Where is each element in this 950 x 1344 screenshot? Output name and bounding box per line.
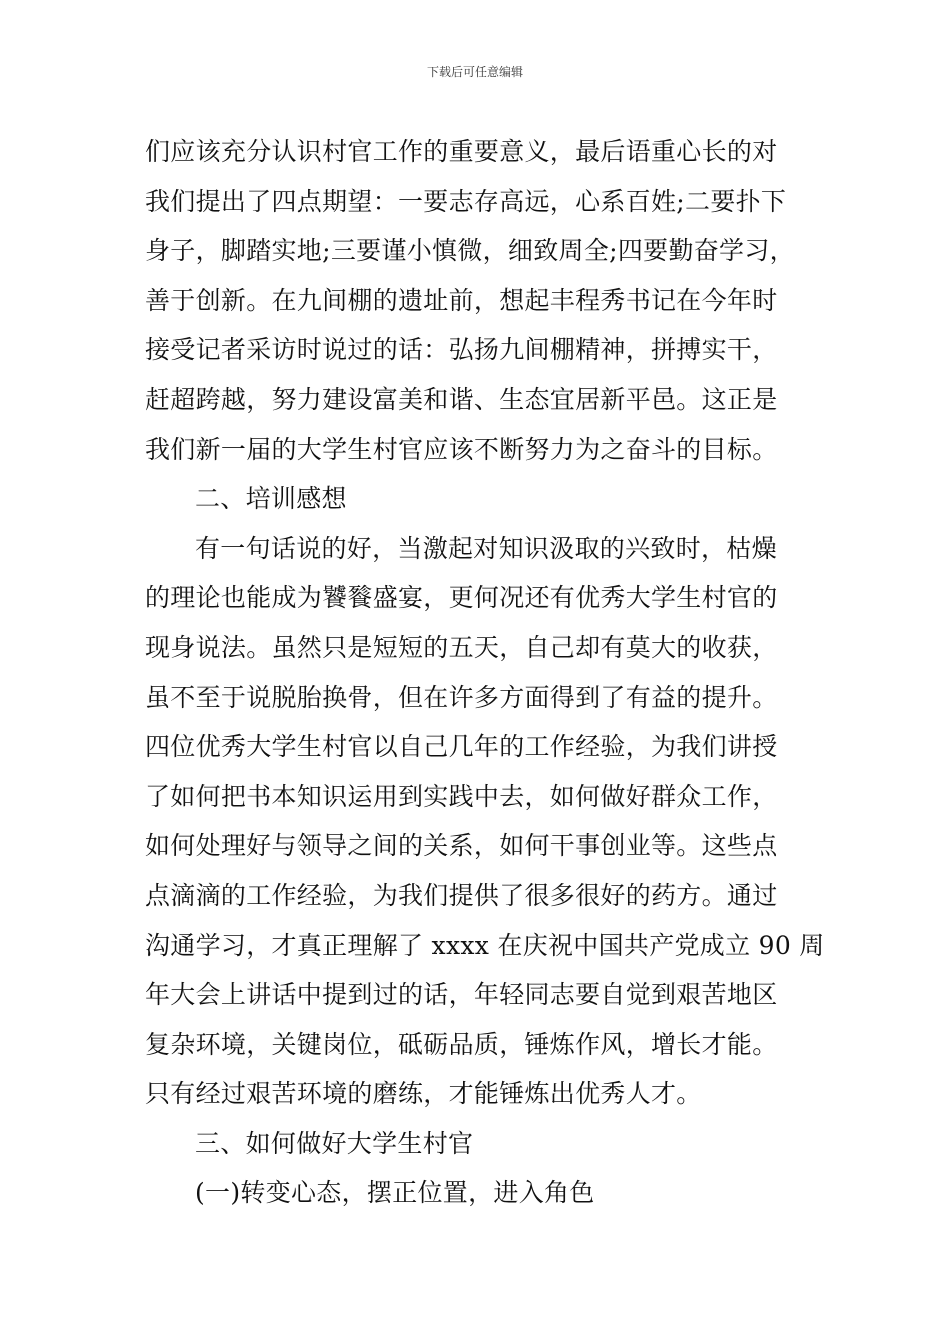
text-line: 赶超跨越，努力建设富美和谐、生态宜居新平邑。这正是 [145,384,778,414]
text-line: 我们新一届的大学生村官应该不断努力为之奋斗的目标。 [145,434,778,464]
text-line: 身子，脚踏实地;三要谨小慎微，细致周全;四要勤奋学习， [145,236,795,266]
text-line: 点滴滴的工作经验，为我们提供了很多很好的药方。通过 [145,880,778,910]
paragraph-start-line: 有一句话说的好，当激起对知识汲取的兴致时，枯燥 [195,533,777,563]
text-line: 四位优秀大学生村官以自己几年的工作经验，为我们讲授 [145,732,778,762]
text-line: 复杂环境，关键岗位，砥砺品质，锤炼作风，增长才能。 [145,1029,778,1059]
subsection-heading: (一)转变心态，摆正位置，进入角色 [195,1178,595,1208]
text-line: 年大会上讲话中提到过的话，年轻同志要自觉到艰苦地区 [145,980,778,1010]
text-line: 如何处理好与领导之间的关系，如何干事创业等。这些点 [145,831,778,861]
text-line: 的理论也能成为饕餮盛宴，更何况还有优秀大学生村官的 [145,583,778,613]
section-heading: 三、如何做好大学生村官 [195,1128,474,1158]
text-line: 现身说法。虽然只是短短的五天，自己却有莫大的收获， [145,632,778,662]
text-line: 只有经过艰苦环境的磨练，才能锤炼出优秀人才。 [145,1079,702,1109]
text-line: 了如何把书本知识运用到实践中去，如何做好群众工作， [145,781,778,811]
text-line: 接受记者采访时说过的话：弘扬九间棚精神，拼搏实干， [145,335,778,365]
text-line: 我们提出了四点期望：一要志存高远，心系百姓;二要扑下 [145,186,787,216]
text-line: 们应该充分认识村官工作的重要意义，最后语重心长的对 [145,137,778,166]
text-line: 沟通学习，才真正理解了 xxxx 在庆祝中国共产党成立 90 周 [145,930,825,960]
document-body [145,127,825,1218]
page-header: 下载后可任意编辑 [426,65,523,79]
text-line: 虽不至于说脱胎换骨，但在许多方面得到了有益的提升。 [145,682,778,712]
text-line: 善于创新。在九间棚的遗址前，想起丰程秀书记在今年时 [145,285,778,315]
section-heading: 二、培训感想 [195,484,347,514]
